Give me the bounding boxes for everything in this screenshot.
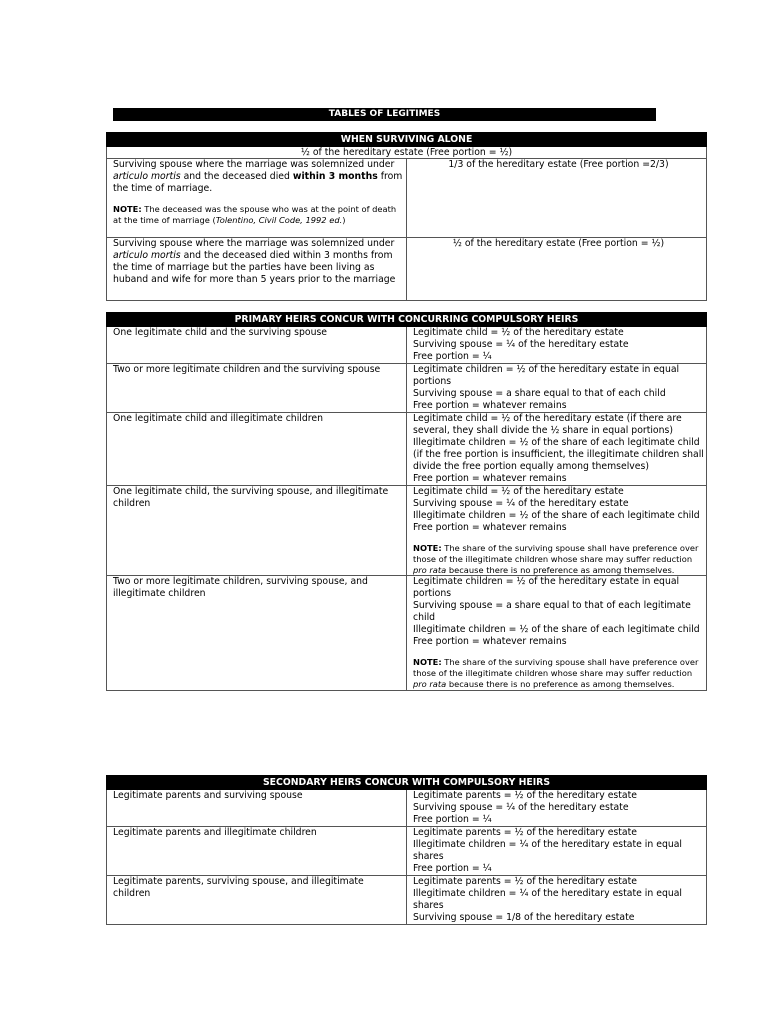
heir-cell: Surviving spouse where the marriage was solemnized under articulo mortis and the deceased died within 3 months from the time of marriage but the parties have been living as huband and wife for more than 5 years prior to the marriage [107, 238, 407, 301]
share-line: Legitimate children = ½ of the hereditary estate in equal portions [413, 576, 680, 600]
table-subheader: ½ of the hereditary estate (Free portion = ½) [107, 147, 707, 159]
table-row [107, 876, 707, 925]
share-line: Free portion = whatever remains [413, 473, 567, 484]
share-line: Surviving spouse = a share equal to that of each child [413, 388, 666, 399]
table-header: SECONDARY HEIRS CONCUR WITH COMPULSORY HEIRS [107, 776, 707, 790]
legitime-cell: 1/3 of the hereditary estate (Free portion =2/3) [407, 159, 707, 238]
share-line: Surviving spouse = ¼ of the hereditary estate [413, 802, 629, 813]
legitime-cell [407, 486, 707, 576]
table-row [107, 790, 707, 827]
table-row [107, 159, 707, 238]
legitime-cell [407, 827, 707, 876]
table-row [107, 413, 707, 486]
heir-cell: Legitimate parents and illegitimate children [107, 827, 407, 876]
share-line: Surviving spouse = 1/8 of the hereditary estate [413, 912, 635, 923]
table-surviving-alone [106, 132, 707, 301]
table-row [107, 486, 707, 576]
legitime-cell [407, 364, 707, 413]
legitime-cell [407, 327, 707, 364]
share-line: Illegitimate children = ¼ of the hereditary estate in equal shares [413, 888, 683, 911]
table-secondary-heirs [106, 775, 707, 925]
table-row [107, 327, 707, 364]
page-title: TABLES OF LEGITIMES [113, 108, 656, 121]
share-line: Free portion = ¼ [413, 814, 492, 825]
note-text: NOTE: The share of the surviving spouse shall have preference over those of the illegitimate children whose share may suffer reduction pro rata because there is no preference as among themselves. [413, 543, 699, 575]
share-line: Legitimate children = ½ of the hereditary estate in equal portions [413, 364, 680, 387]
legitime-cell [407, 413, 707, 486]
share-line: Surviving spouse = a share equal to that of each legitimate child [413, 600, 691, 624]
heir-cell: Two or more legitimate children, surviving spouse, and illegitimate children [107, 576, 407, 690]
heir-cell: One legitimate child, the surviving spouse, and illegitimate children [107, 486, 407, 576]
share-line: Legitimate parents = ½ of the hereditary estate [413, 827, 637, 838]
note-text: NOTE: The deceased was the spouse who was at the point of death at the time of marriage (Tolentino, Civil Code, 1992 ed.) [113, 204, 397, 225]
heir-cell: Legitimate parents and surviving spouse [107, 790, 407, 827]
share-line: Free portion = whatever remains [413, 636, 567, 648]
heir-cell: One legitimate child and the surviving spouse [107, 327, 407, 364]
share-line: Illegitimate children = ½ of the share of each legitimate child [413, 510, 700, 521]
legitime-cell [407, 876, 707, 925]
table-row [107, 827, 707, 876]
share-line: Illegitimate children = ½ of the share of each legitimate child [413, 624, 700, 636]
table-primary-heirs [106, 312, 707, 691]
heir-cell [107, 159, 407, 238]
table-row [107, 576, 707, 690]
legitime-cell [407, 790, 707, 827]
heir-text: Surviving spouse where the marriage was solemnized under articulo mortis and the deceased died within 3 months from the time of marriage. [113, 159, 403, 194]
share-line: Legitimate child = ½ of the hereditary estate (if there are several, they shall divide the ½ share in equal portions) [413, 413, 682, 436]
share-line: Free portion = ¼ [413, 863, 492, 874]
share-line: Surviving spouse = ¼ of the hereditary estate [413, 498, 629, 509]
table-row [107, 364, 707, 413]
table-header: WHEN SURVIVING ALONE [107, 133, 707, 147]
share-line: Free portion = whatever remains [413, 522, 567, 533]
heir-cell: One legitimate child and illegitimate children [107, 413, 407, 486]
share-line: Legitimate parents = ½ of the hereditary estate [413, 790, 637, 801]
table-row [107, 238, 707, 301]
share-line: Illegitimate children = ¼ of the hereditary estate in equal shares [413, 839, 683, 862]
share-line: Legitimate parents = ½ of the hereditary estate [413, 876, 637, 887]
share-line: Legitimate child = ½ of the hereditary estate [413, 486, 624, 497]
table-header: PRIMARY HEIRS CONCUR WITH CONCURRING COMPULSORY HEIRS [107, 313, 707, 327]
heir-cell: Legitimate parents, surviving spouse, and illegitimate children [107, 876, 407, 925]
legitime-cell: ½ of the hereditary estate (Free portion = ½) [407, 238, 707, 301]
share-line: Free portion = whatever remains [413, 400, 567, 411]
heir-cell: Two or more legitimate children and the surviving spouse [107, 364, 407, 413]
note-text: NOTE: The share of the surviving spouse shall have preference over those of the illegitimate children whose share may suffer reduction pro rata because there is no preference as among themselves. [413, 657, 699, 689]
share-line: Surviving spouse = ¼ of the hereditary estate [413, 339, 629, 350]
share-line: Legitimate child = ½ of the hereditary estate [413, 327, 624, 338]
legitime-cell [407, 576, 707, 690]
share-line: Illegitimate children = ½ of the share of each legitimate child (if the free portion is insufficient, the illegitimate children shall divide the free portion equally among themselves) [413, 437, 704, 472]
share-line: Free portion = ¼ [413, 351, 492, 362]
